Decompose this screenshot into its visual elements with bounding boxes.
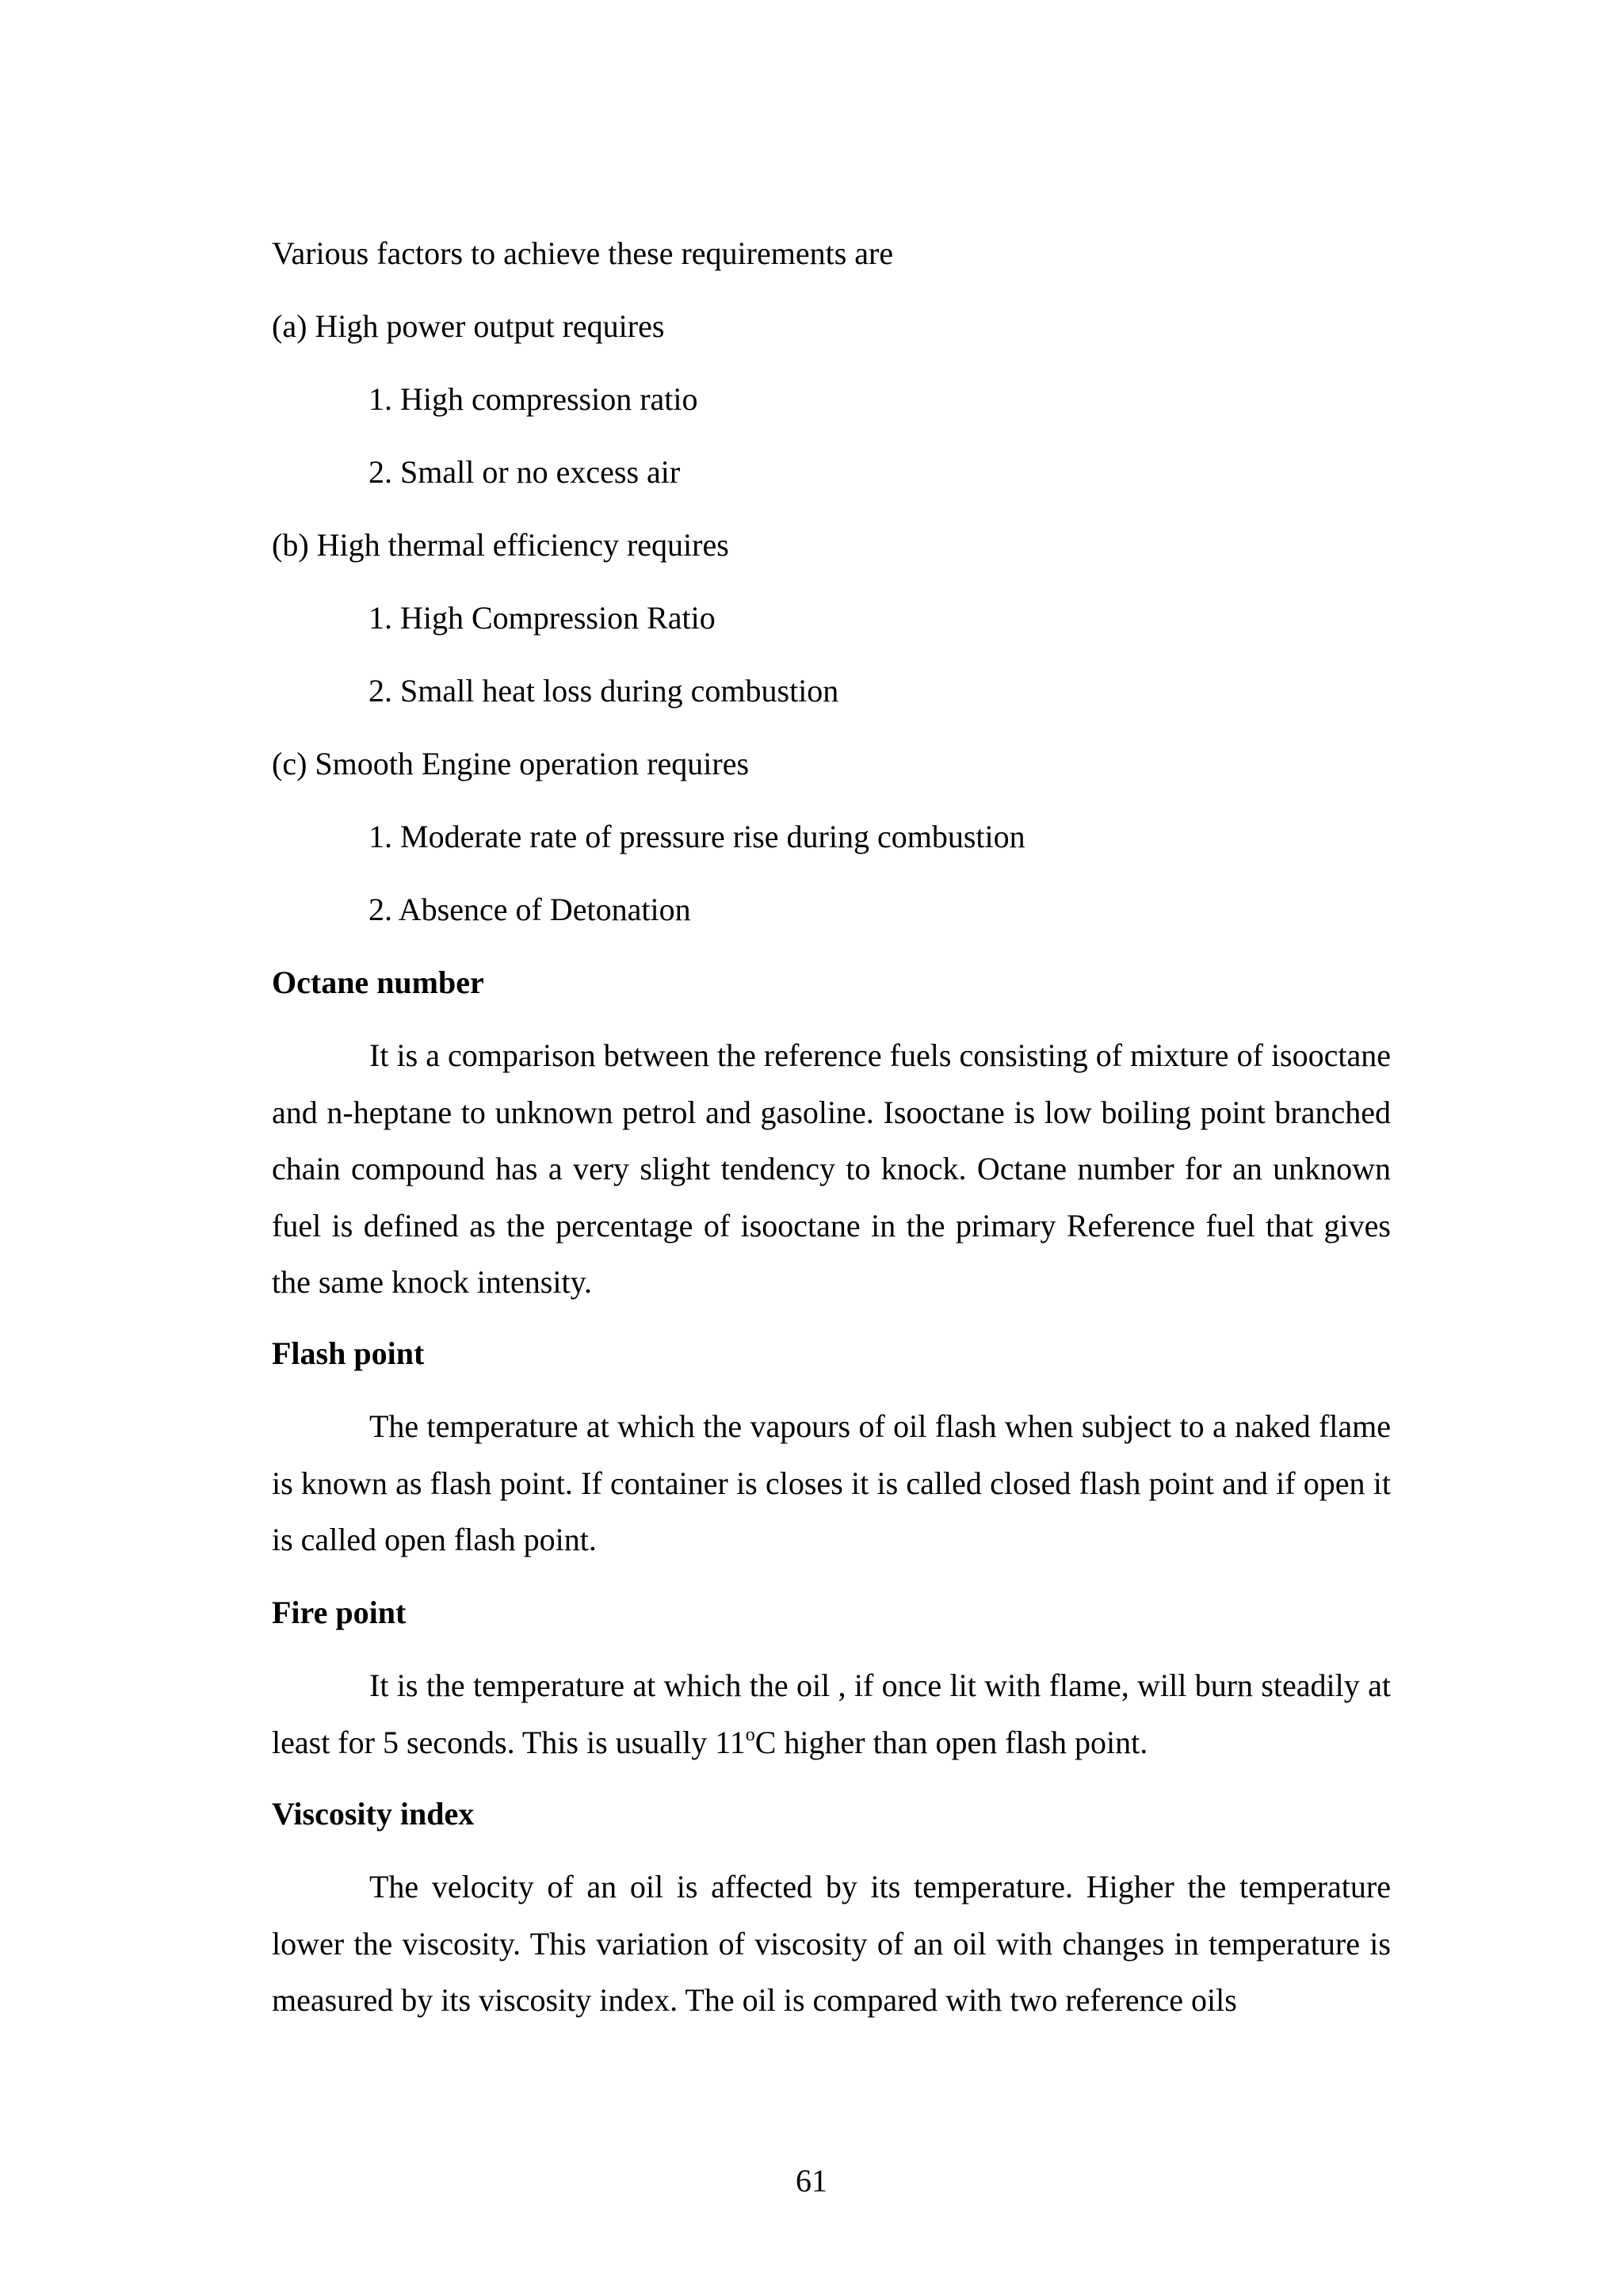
section-c-item-2: 2. Absence of Detonation xyxy=(369,892,691,927)
viscosity-index-heading: Viscosity index xyxy=(272,1796,475,1832)
flash-point-paragraph: The temperature at which the vapours of oil flash when subject to a naked flame is known as flash point. If container is closes it is called closed flash point and if open it is called open flash point. xyxy=(272,1408,1391,1557)
section-b-item-2: 2. Small heat loss during combustion xyxy=(369,673,839,709)
page-number: 61 xyxy=(796,2163,827,2199)
section-a-heading: (a) High power output requires xyxy=(272,308,665,344)
section-c-heading: (c) Smooth Engine operation requires xyxy=(272,746,750,781)
section-b-heading: (b) High thermal efficiency requires xyxy=(272,527,729,563)
fire-point-heading: Fire point xyxy=(272,1595,407,1630)
section-c-item-1: 1. Moderate rate of pressure rise during combustion xyxy=(369,819,1025,854)
fire-point-paragraph xyxy=(272,1657,1391,1771)
intro-line: Various factors to achieve these requirements are xyxy=(272,235,894,271)
section-a-item-1: 1. High compression ratio xyxy=(369,381,698,417)
fire-point-text-before: It is the temperature at which the oil , if once lit with flame, will burn steadily at least for 5 seconds. This is usually 11 xyxy=(272,1668,1391,1760)
flash-point-heading: Flash point xyxy=(272,1335,425,1371)
section-b-item-1: 1. High Compression Ratio xyxy=(369,600,716,636)
octane-number-heading: Octane number xyxy=(272,965,484,1000)
degree-superscript: o xyxy=(745,1724,755,1745)
viscosity-index-paragraph: The velocity of an oil is affected by its temperature. Higher the temperature lower the viscosity. This variation of viscosity of an oil with changes in temperature is measured by its viscosity index. The oil is compared with two reference oils xyxy=(272,1869,1391,2018)
octane-number-paragraph: It is a comparison between the reference fuels consisting of mixture of isooctane and n-heptane to unknown petrol and gasoline. Isooctane is low boiling point branched chain compound has a very slight tendency to knock. Octane number for an unknown fuel is defined as the percentage of isooctane in the primary Reference fuel that gives the same knock intensity. xyxy=(272,1037,1391,1300)
fire-point-text-after: C higher than open flash point. xyxy=(754,1724,1148,1760)
section-a-item-2: 2. Small or no excess air xyxy=(369,454,681,490)
